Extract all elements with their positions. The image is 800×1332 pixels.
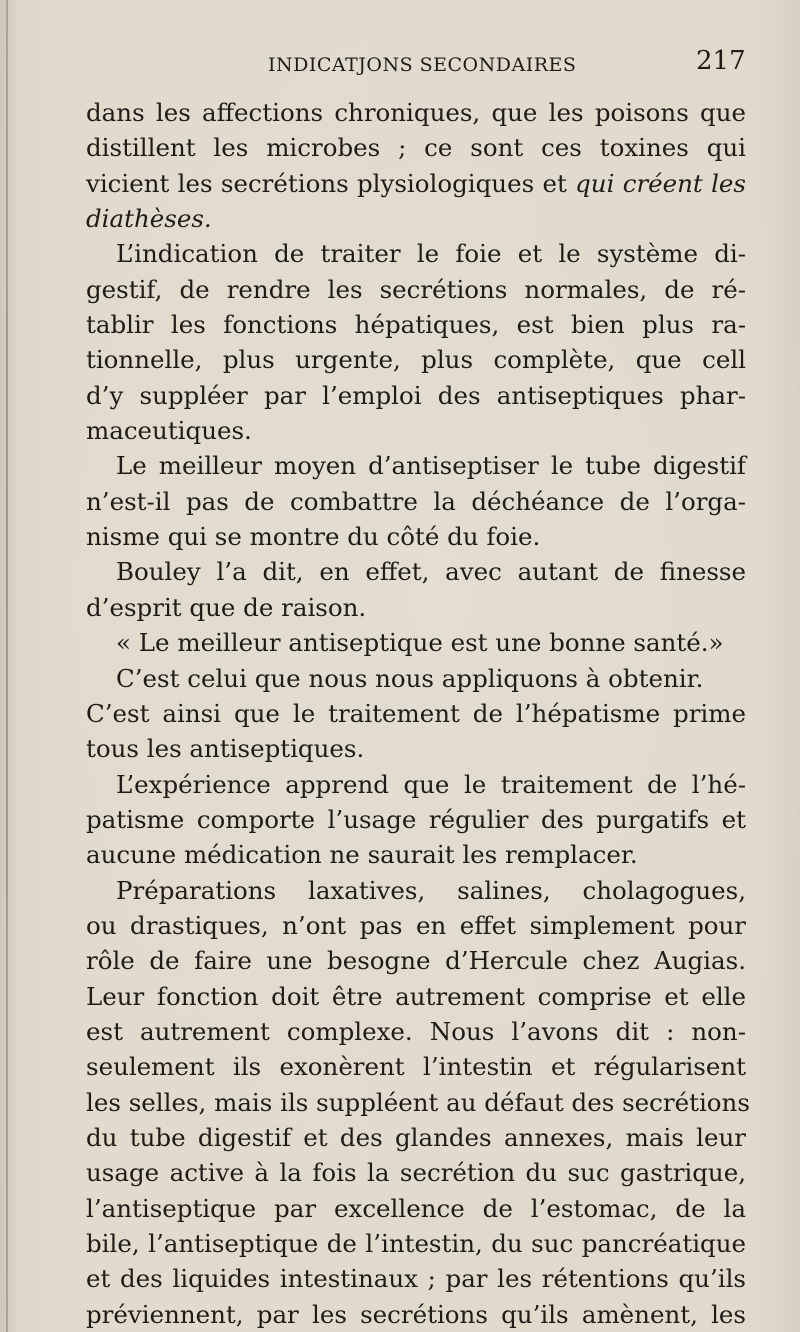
- text-line: distillent les microbes ; ce sont ces toxines qui: [86, 133, 746, 163]
- text-line: est autrement complexe. Nous l’avons dit : non-: [86, 1016, 746, 1046]
- text-line: et des liquides intestinaux ; par les rétentions qu’ils: [86, 1264, 746, 1294]
- text-line: du tube digestif et des glandes annexes, mais leur: [86, 1122, 746, 1152]
- text-line: tionnelle, plus urgente, plus complète, que cell: [86, 345, 746, 375]
- paragraph-start: L’expérience apprend que le traitement de l’hé-: [116, 769, 746, 799]
- paragraph-start: Bouley l’a dit, en effet, avec autant de finesse: [116, 557, 746, 587]
- text-line: dans les affections chroniques, que les poisons que: [86, 98, 746, 127]
- italic-phrase: qui créent les: [575, 168, 746, 198]
- page-number: 217: [696, 46, 746, 76]
- paragraph-start: « Le meilleur antiseptique est une bonne santé.»: [116, 628, 724, 658]
- text-line: tablir les fonctions hépatiques, est bien plus ra-: [86, 310, 746, 340]
- text-line: n’est-il pas de combattre la déchéance de l’orga-: [86, 486, 746, 516]
- text-line: tous les antiseptiques.: [86, 734, 365, 764]
- binding-gutter: [6, 0, 8, 1332]
- text-line: d’esprit que de raison.: [86, 592, 367, 622]
- paragraph-start: L’indication de traiter le foie et le système di-: [116, 239, 746, 269]
- paragraph-start: C’est celui que nous nous appliquons à obtenir.: [116, 663, 704, 693]
- text-line: patisme comporte l’usage régulier des purgatifs et: [86, 804, 746, 834]
- text-line: préviennent, par les secrétions qu’ils amènent, les: [86, 1299, 746, 1329]
- page-header: [0, 46, 800, 86]
- text-line: l’antiseptique par excellence de l’estomac, de la: [86, 1193, 746, 1223]
- text-line: les selles, mais ils suppléent au défaut des secrétions: [86, 1087, 750, 1117]
- italic-phrase: diathèses.: [86, 204, 212, 234]
- body-text: [86, 95, 750, 1332]
- text-line: aucune médication ne saurait les remplacer.: [86, 840, 638, 870]
- text-line: vicient les secrétions plysiologiques et qui créent les: [86, 168, 746, 198]
- running-head: INDICATJONS SECONDAIRES: [268, 54, 577, 76]
- paragraph-start: Le meilleur moyen d’antiseptiser le tube digestif: [116, 451, 746, 481]
- text-line: ou drastiques, n’ont pas en effet simplement pour: [86, 910, 746, 940]
- text-line: rôle de faire une besogne d’Hercule chez Augias.: [86, 946, 746, 976]
- text-line: nisme qui se montre du côté du foie.: [86, 522, 541, 552]
- paragraph-start: Préparations laxatives, salines, cholagogues,: [116, 875, 746, 905]
- text-line: d’y suppléer par l’emploi des antiseptiques phar-: [86, 380, 746, 410]
- text-line: bile, l’antiseptique de l’intestin, du suc pancréatique: [86, 1229, 746, 1258]
- text-line: gestif, de rendre les secrétions normales, de ré-: [86, 274, 746, 304]
- text-line: [86, 201, 746, 236]
- text-line: C’est ainsi que le traitement de l’hépatisme prime: [86, 698, 746, 728]
- text-line: maceutiques.: [86, 416, 252, 446]
- text-line: Leur fonction doit être autrement comprise et elle: [86, 981, 746, 1011]
- text-line: seulement ils exonèrent l’intestin et régularisent: [86, 1052, 746, 1082]
- text-line: usage active à la fois la secrétion du suc gastrique,: [86, 1158, 746, 1188]
